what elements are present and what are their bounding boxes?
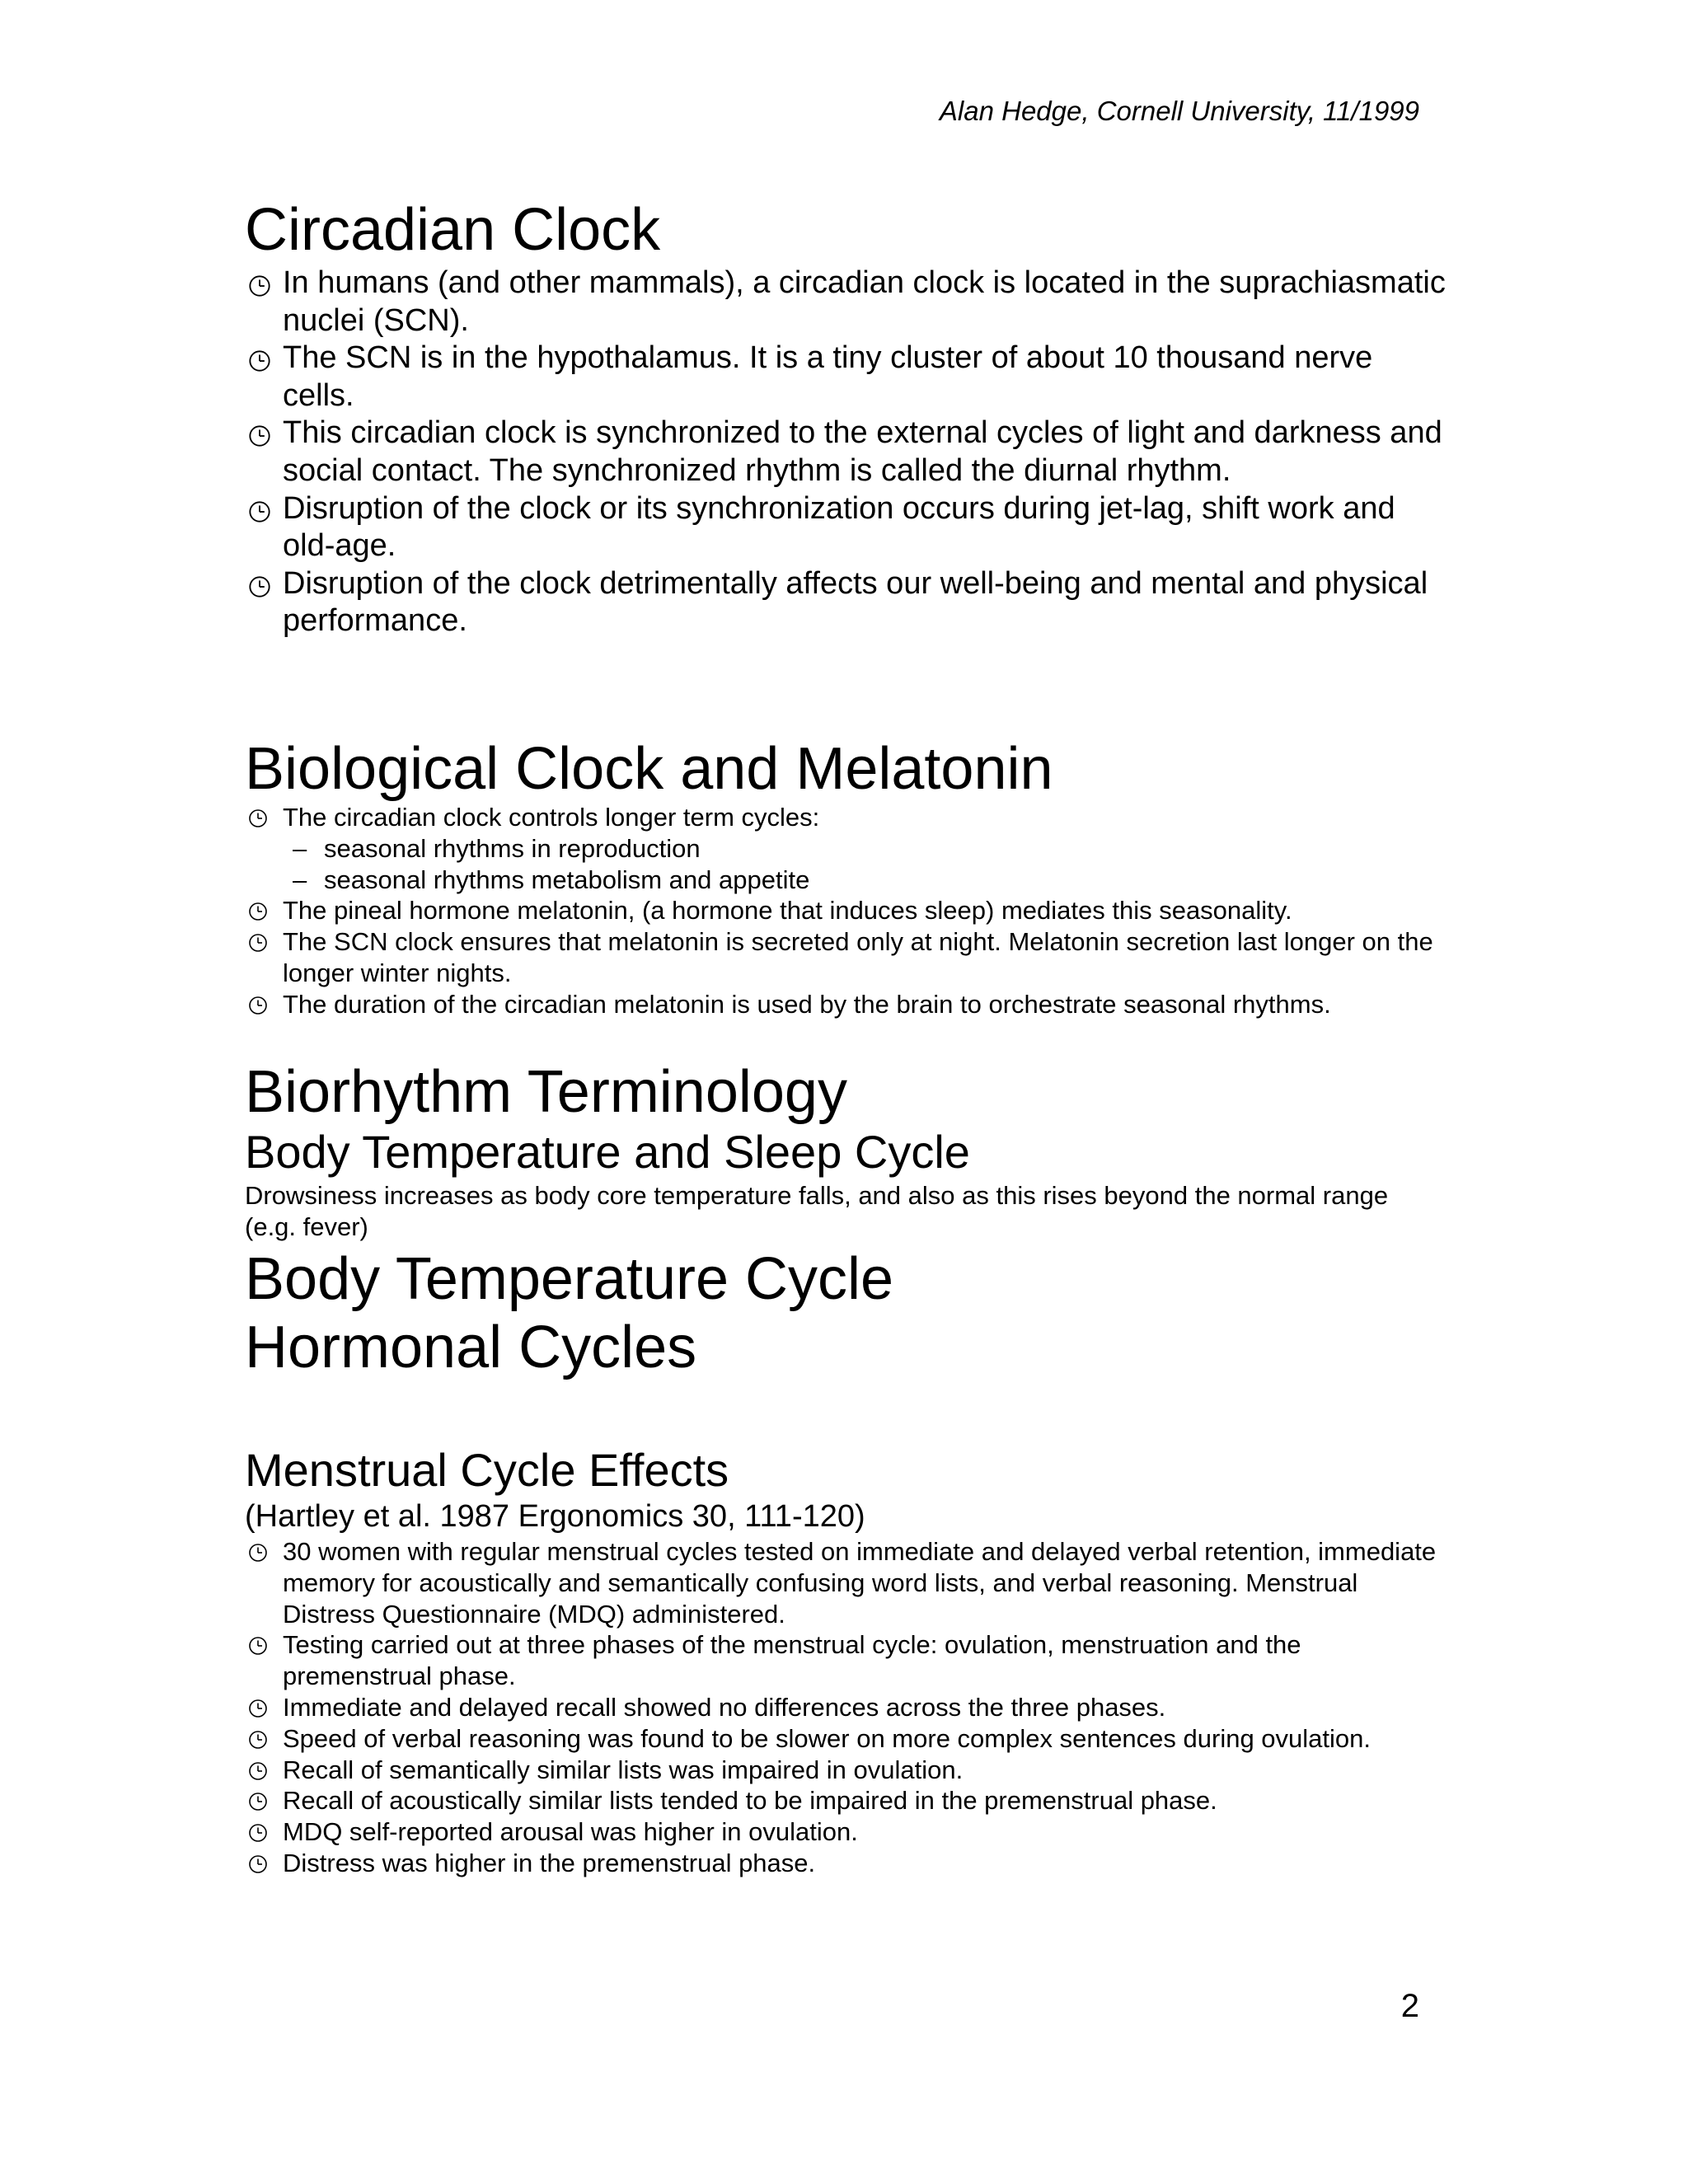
bullet-item	[245, 1629, 1448, 1692]
bullet-item	[245, 265, 1448, 340]
bullet-text: The SCN clock ensures that melatonin is secreted only at night. Melatonin secretion last longer on the longer winter nights.	[283, 927, 1433, 987]
bullet-item	[245, 989, 1448, 1020]
bullet-item	[245, 926, 1448, 989]
bullet-text: Recall of acoustically similar lists tended to be impaired in the premenstrual phase.	[283, 1786, 1217, 1816]
section-title-menstrual-cycle: Menstrual Cycle Effects	[245, 1444, 729, 1496]
menstrual-cycle-bullet-list	[245, 1536, 1448, 1879]
clock-icon	[248, 1792, 268, 1811]
sub-bullet-item	[245, 833, 1448, 865]
bullet-text: In humans (and other mammals), a circadian clock is located in the suprachiasmatic nuclei (SCN).	[283, 265, 1446, 338]
clock-icon	[248, 933, 268, 953]
clock-icon	[248, 1543, 268, 1563]
clock-icon	[248, 1730, 268, 1750]
sub-bullet-item	[245, 865, 1448, 896]
clock-icon	[248, 500, 271, 523]
bullet-text: Testing carried out at three phases of the menstrual cycle: ovulation, menstruation and the premenstrual phase.	[283, 1630, 1301, 1691]
clock-icon	[248, 1823, 268, 1843]
section-title-biological-clock: Biological Clock and Melatonin	[245, 736, 1053, 802]
bullet-text: The circadian clock controls longer term cycles:	[283, 803, 820, 832]
bullet-text: MDQ self-reported arousal was higher in ovulation.	[283, 1817, 858, 1847]
drowsiness-paragraph: Drowsiness increases as body core temperature falls, and also as this rises beyond the normal range (e.g. fever)	[245, 1181, 1389, 1241]
bullet-item	[245, 895, 1448, 926]
section-title-biorhythm-terminology: Biorhythm Terminology	[245, 1059, 847, 1125]
bullet-item	[245, 1692, 1448, 1723]
bullet-text: Disruption of the clock or its synchronization occurs during jet-lag, shift work and old-age.	[283, 490, 1395, 564]
bullet-item	[245, 1848, 1448, 1879]
clock-icon	[248, 902, 268, 921]
page-number: 2	[1400, 1988, 1419, 2024]
heading-body-temperature-cycle: Body Temperature Cycle	[245, 1246, 894, 1312]
sub-bullet-text: seasonal rhythms in reproduction	[324, 833, 701, 863]
dash-marker: –	[293, 833, 307, 863]
bullet-item	[245, 802, 1448, 833]
bullet-text: The SCN is in the hypothalamus. It is a tiny cluster of about 10 thousand nerve cells.	[283, 340, 1373, 413]
clock-icon	[248, 274, 271, 298]
clock-icon	[248, 808, 268, 828]
bullet-item	[245, 415, 1448, 490]
subtitle-body-temperature-sleep: Body Temperature and Sleep Cycle	[245, 1126, 970, 1178]
clock-icon	[248, 1854, 268, 1874]
bullet-text: 30 women with regular menstrual cycles tested on immediate and delayed verbal retention, immediate memory for acoustically and semantically confusing word lists, and verbal reasoning. Menstrual Distress Questionnaire (MDQ) administered.	[283, 1537, 1437, 1629]
bullet-item	[245, 1755, 1448, 1786]
bullet-item	[245, 1785, 1448, 1816]
circadian-clock-bullet-list	[245, 265, 1448, 640]
clock-icon	[248, 575, 271, 598]
clock-icon	[248, 1699, 268, 1718]
bullet-item	[245, 1816, 1448, 1848]
bullet-item	[245, 565, 1448, 640]
clock-icon	[248, 424, 271, 448]
bullet-text: The pineal hormone melatonin, (a hormone that induces sleep) mediates this seasonality.	[283, 896, 1292, 926]
clock-icon	[248, 1761, 268, 1781]
bullet-text: Recall of semantically similar lists was impaired in ovulation.	[283, 1755, 964, 1784]
bullet-item	[245, 340, 1448, 415]
bullet-text: The duration of the circadian melatonin is used by the brain to orchestrate seasonal rhythms.	[283, 989, 1331, 1019]
section-title-circadian-clock: Circadian Clock	[245, 197, 661, 263]
author-header: Alan Hedge, Cornell University, 11/1999	[939, 96, 1419, 126]
bullet-item	[245, 1536, 1448, 1629]
bullet-text: Distress was higher in the premenstrual phase.	[283, 1848, 816, 1877]
heading-hormonal-cycles: Hormonal Cycles	[245, 1315, 697, 1380]
bullet-text: This circadian clock is synchronized to the external cycles of light and darkness and social contact. The synchronized rhythm is called the diurnal rhythm.	[283, 415, 1442, 488]
clock-icon	[248, 996, 268, 1015]
sub-bullet-text: seasonal rhythms metabolism and appetite	[324, 865, 810, 894]
dash-marker: –	[293, 865, 307, 894]
bullet-text: Speed of verbal reasoning was found to be slower on more complex sentences during ovulation.	[283, 1723, 1372, 1753]
bullet-item	[245, 1723, 1448, 1755]
reference-citation: (Hartley et al. 1987 Ergonomics 30, 111-120)	[245, 1499, 865, 1534]
bullet-text: Immediate and delayed recall showed no differences across the three phases.	[283, 1692, 1166, 1722]
clock-icon	[248, 349, 271, 373]
bullet-item	[245, 490, 1448, 565]
biological-clock-bullet-list	[245, 802, 1448, 1020]
clock-icon	[248, 1636, 268, 1656]
bullet-text: Disruption of the clock detrimentally affects our well-being and mental and physical performance.	[283, 565, 1428, 639]
